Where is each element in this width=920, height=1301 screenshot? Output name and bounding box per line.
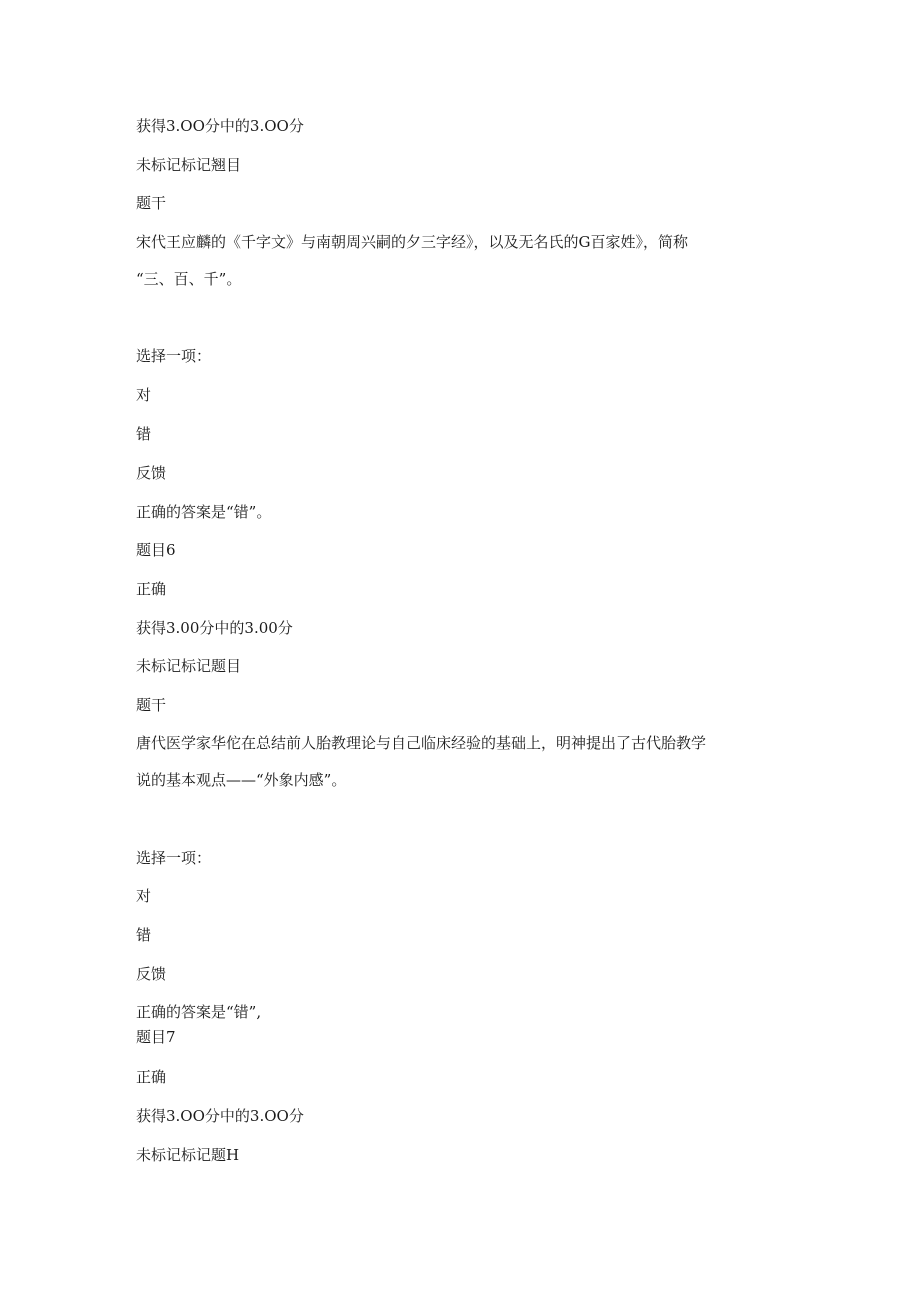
q5-correct-answer: 正确的答案是“错”。 <box>136 503 272 521</box>
q5-score: 获得3.OO分中的3.OO分 <box>136 117 304 135</box>
q6-flag-question[interactable]: 未标记标记题目 <box>136 657 242 675</box>
q7-score: 获得3.OO分中的3.OO分 <box>136 1107 304 1125</box>
q6-option-false[interactable]: 错 <box>136 926 152 944</box>
q7-flag-question[interactable]: 未标记标记题H <box>136 1146 240 1164</box>
q6-score: 获得3.00分中的3.00分 <box>136 619 293 637</box>
q5-feedback-label: 反馈 <box>136 464 167 482</box>
q5-question-line-2: “三、百、千”。 <box>136 270 242 288</box>
q5-question-text <box>136 232 786 289</box>
q5-choose-prompt: 选择一项： <box>136 347 212 365</box>
q6-choose-prompt: 选择一项： <box>136 849 212 867</box>
q6-question-line-1: 唐代医学家华佗在总结前人胎教理论与自己临床经验的基础上，明神提出了古代胎教学 <box>136 734 707 752</box>
q7-number: 题目7 <box>136 1028 176 1046</box>
q6-stem-label: 题干 <box>136 696 167 714</box>
q6-number: 题目6 <box>136 541 176 559</box>
q6-question-line-2: 说的基本观点——“外象内感”。 <box>136 771 347 789</box>
q6-status: 正确 <box>136 580 167 598</box>
q6-feedback-label: 反馈 <box>136 965 167 983</box>
q7-status: 正确 <box>136 1068 167 1086</box>
q5-option-true[interactable]: 对 <box>136 386 152 404</box>
q6-correct-answer: 正确的答案是“错”, <box>136 1003 262 1021</box>
q6-option-true[interactable]: 对 <box>136 887 152 905</box>
q5-flag-question[interactable]: 未标记标记翘目 <box>136 156 242 174</box>
q5-stem-label: 题干 <box>136 194 167 212</box>
q6-question-text <box>136 733 786 790</box>
q5-question-line-1: 宋代王应麟的《千字文》与南朝周兴嗣的夕三字经》，以及无名氏的G百家姓》，简称 <box>136 233 688 251</box>
q5-option-false[interactable]: 错 <box>136 425 152 443</box>
